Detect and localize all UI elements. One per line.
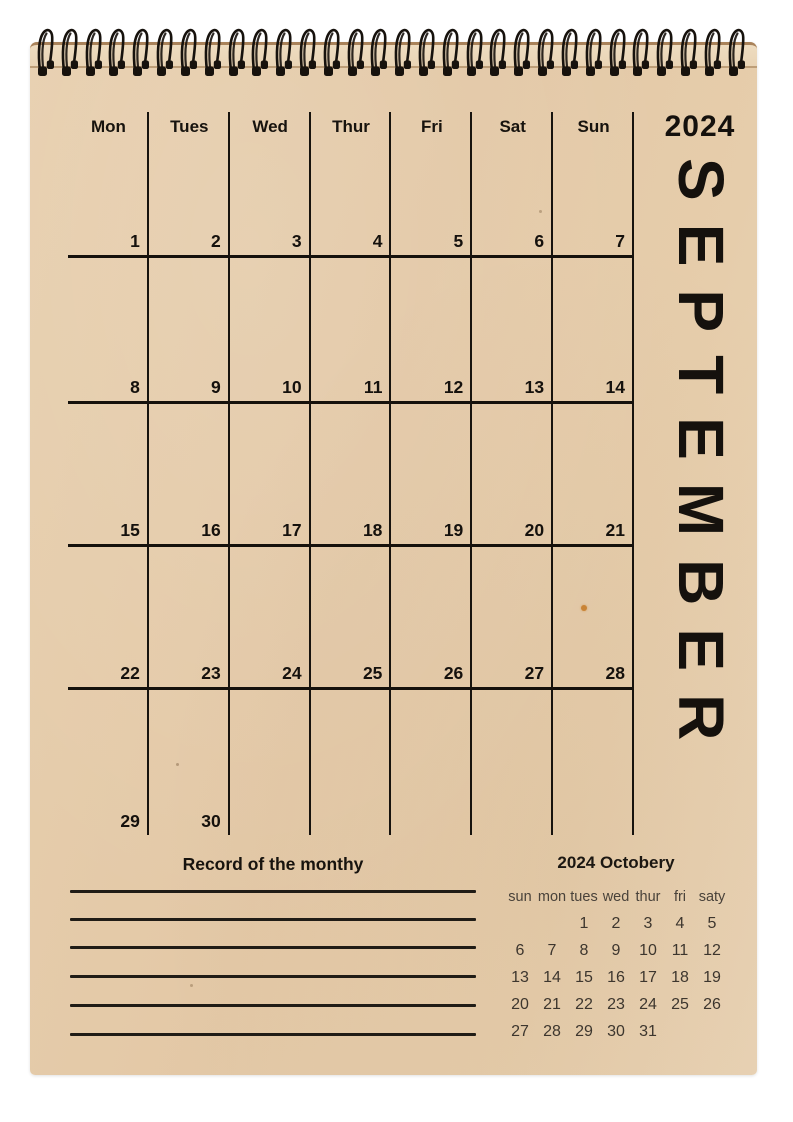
mini-day-header: thur [635, 888, 661, 905]
date-number: 2 [210, 231, 221, 251]
date-number: 28 [605, 663, 625, 683]
calendar-cell [311, 258, 392, 404]
mini-date-cell: 13 [511, 968, 529, 986]
mini-date-cell: 29 [575, 1022, 593, 1040]
spiral-coil-icon [227, 24, 247, 80]
spiral-coil-icon [631, 24, 651, 80]
date-number: 7 [615, 231, 625, 251]
spiral-coil-icon [465, 24, 485, 80]
day-header: Tues [170, 117, 209, 136]
date-number: 8 [130, 377, 140, 397]
day-header: Thur [332, 117, 370, 136]
calendar-cell [553, 258, 634, 404]
calendar-cell [553, 690, 634, 835]
day-header: Wed [252, 117, 288, 136]
calendar-cell [149, 258, 230, 404]
date-number: 29 [120, 811, 140, 831]
spiral-coil-icon [393, 24, 413, 80]
spiral-coil-icon [488, 24, 508, 80]
month-title: SEPTEMBER [665, 158, 737, 764]
calendar-cell [472, 258, 553, 404]
spiral-coil-icon [250, 24, 270, 80]
mini-date-cell: 25 [671, 995, 689, 1013]
spiral-coil-icon [608, 24, 628, 80]
spiral-coil-icon [179, 24, 199, 80]
mini-date-cell: 18 [671, 968, 689, 986]
date-number: 9 [210, 377, 221, 397]
date-number: 3 [291, 231, 302, 251]
day-header: Sat [499, 117, 526, 136]
paper-speck [539, 210, 542, 213]
date-number: 5 [453, 231, 464, 251]
spiral-coil-icon [203, 24, 223, 80]
calendar-cell [553, 112, 634, 258]
mini-date-cell: 3 [643, 914, 653, 932]
notes-line [70, 946, 476, 949]
mini-date-cell: 16 [607, 968, 625, 986]
mini-day-header: sun [508, 888, 532, 905]
calendar-cell [230, 690, 311, 835]
spiral-coil-icon [36, 24, 56, 80]
mini-date-cell: 31 [639, 1022, 657, 1040]
date-number: 19 [443, 520, 464, 540]
calendar-cell [553, 547, 634, 690]
calendar-cell [149, 547, 230, 690]
spiral-coil-icon [703, 24, 723, 80]
mini-date-cell: 2 [611, 914, 621, 932]
date-number: 1 [130, 231, 140, 251]
calendar-cell [391, 112, 472, 258]
calendar-cell [391, 690, 472, 835]
mini-date-cell: 23 [607, 995, 625, 1013]
spiral-coil-icon [727, 24, 747, 80]
calendar-page [30, 42, 757, 1075]
mini-date-cell: 1 [579, 914, 589, 932]
paper-speck [176, 763, 179, 766]
date-number: 27 [524, 663, 545, 683]
mini-date-cell: 19 [703, 968, 721, 986]
calendar-cell [391, 404, 472, 547]
paper-stain [581, 605, 587, 611]
date-number: 11 [363, 377, 383, 397]
date-number: 23 [201, 663, 221, 683]
calendar-cell [391, 258, 472, 404]
spiral-coil-icon [298, 24, 318, 80]
date-number: 13 [524, 377, 545, 397]
mini-day-header: mon [537, 888, 567, 905]
calendar-cell [472, 547, 553, 690]
spiral-coil-icon [441, 24, 461, 80]
date-number: 4 [372, 231, 383, 251]
spiral-coil-icon [155, 24, 175, 80]
spiral-coil-icon [536, 24, 556, 80]
calendar-cell [230, 547, 311, 690]
mini-date-cell: 30 [607, 1022, 625, 1040]
mini-date-cell: 27 [511, 1022, 529, 1040]
date-number: 6 [534, 231, 545, 251]
mini-date-cell: 11 [671, 941, 689, 959]
notes-line [70, 1004, 476, 1007]
calendar-cell [230, 404, 311, 547]
date-number: 16 [201, 520, 221, 540]
mini-date-cell: 22 [575, 995, 593, 1013]
calendar-cell [230, 258, 311, 404]
calendar-cell [311, 547, 392, 690]
mini-date-cell: 20 [511, 995, 529, 1013]
paper-speck [190, 984, 193, 987]
date-number: 17 [282, 520, 302, 540]
date-number: 10 [282, 377, 302, 397]
calendar-cell [68, 547, 149, 690]
mini-date-cell: 12 [703, 941, 721, 959]
calendar-cell [149, 112, 230, 258]
notes-title: Record of the monthy [182, 854, 364, 874]
date-number: 22 [120, 663, 140, 683]
mini-date-cell: 9 [611, 941, 621, 959]
mini-date-cell: 5 [707, 914, 717, 932]
spiral-coil-icon [322, 24, 342, 80]
mini-date-cell: 15 [575, 968, 593, 986]
calendar-cell [311, 690, 392, 835]
date-number: 21 [605, 520, 625, 540]
calendar-cell [68, 404, 149, 547]
calendar-cell [553, 404, 634, 547]
mini-calendar-title: 2024 Octobery [557, 853, 675, 872]
spiral-binding [36, 24, 747, 82]
mini-date-cell: 26 [703, 995, 721, 1013]
spiral-coil-icon [84, 24, 104, 80]
spiral-coil-icon [107, 24, 127, 80]
spiral-coil-icon [274, 24, 294, 80]
calendar-cell [472, 404, 553, 547]
date-number: 25 [362, 663, 383, 683]
mini-date-cell: 8 [579, 941, 589, 959]
notes-line [70, 975, 476, 978]
mini-day-header: wed [602, 888, 630, 905]
date-number: 12 [443, 377, 464, 397]
calendar-cell [68, 258, 149, 404]
spiral-coil-icon [560, 24, 580, 80]
mini-date-cell: 10 [639, 941, 657, 959]
spiral-coil-icon [60, 24, 80, 80]
date-number: 26 [443, 663, 464, 683]
spiral-coil-icon [679, 24, 699, 80]
calendar-cell [68, 112, 149, 258]
mini-date-cell: 17 [639, 968, 657, 986]
year-label: 2024 [664, 110, 736, 143]
calendar-cell [472, 690, 553, 835]
calendar-cell [230, 112, 311, 258]
date-number: 30 [201, 811, 221, 831]
day-header: Sun [577, 117, 610, 136]
calendar-grid [68, 112, 634, 835]
calendar-cell [391, 547, 472, 690]
notes-line [70, 890, 476, 893]
date-number: 24 [282, 663, 302, 683]
calendar-cell [472, 112, 553, 258]
spiral-coil-icon [369, 24, 389, 80]
mini-day-header: tues [570, 888, 598, 905]
spiral-coil-icon [584, 24, 604, 80]
calendar-cell [149, 404, 230, 547]
spiral-coil-icon [131, 24, 151, 80]
calendar-cell [311, 112, 392, 258]
spiral-coil-icon [417, 24, 437, 80]
mini-date-cell: 4 [675, 914, 685, 932]
mini-date-cell: 6 [515, 941, 525, 959]
date-number: 15 [120, 520, 140, 540]
mini-date-cell: 21 [543, 995, 561, 1013]
mini-day-header: fri [673, 888, 687, 905]
mini-day-header: saty [698, 888, 726, 905]
date-number: 18 [362, 520, 383, 540]
date-number: 20 [524, 520, 545, 540]
notes-line [70, 918, 476, 921]
date-number: 14 [605, 377, 625, 397]
mini-date-cell: 24 [639, 995, 657, 1013]
mini-calendar-grid [504, 883, 734, 1045]
day-header: Mon [90, 117, 126, 136]
mini-date-cell: 7 [547, 941, 557, 959]
mini-calendar [498, 852, 734, 1045]
spiral-coil-icon [512, 24, 532, 80]
mini-date-cell: 14 [543, 968, 561, 986]
spiral-coil-icon [346, 24, 366, 80]
calendar-cell [149, 690, 230, 835]
calendar-cell [68, 690, 149, 835]
day-header: Fri [420, 117, 443, 136]
calendar-cell [311, 404, 392, 547]
notes-line [70, 1033, 476, 1036]
mini-date-cell: 28 [543, 1022, 561, 1040]
spiral-coil-icon [655, 24, 675, 80]
